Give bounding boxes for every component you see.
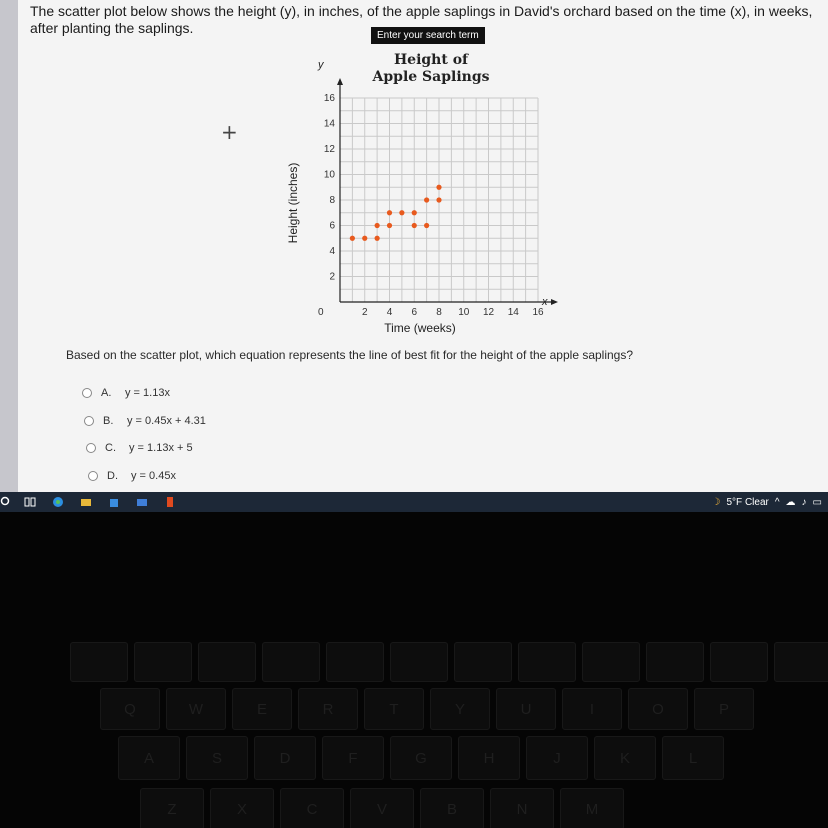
x-tick-label: 2 — [361, 307, 368, 318]
y-tick-label: 14 — [323, 118, 335, 130]
chart-axes — [337, 78, 558, 305]
system-tray — [712, 492, 822, 512]
y-tick-label: 2 — [329, 271, 335, 283]
y-tick-label: 12 — [323, 144, 335, 155]
search-icon[interactable] — [0, 496, 12, 508]
keyboard-key-x: X — [210, 788, 274, 828]
choice-letter: A. — [101, 387, 112, 399]
keyboard-key-o: O — [628, 688, 688, 730]
battery-icon[interactable]: ▭ — [812, 496, 822, 508]
keyboard-key — [70, 642, 128, 682]
data-point — [399, 210, 404, 215]
keyboard-key-b: B — [420, 788, 484, 828]
y-axis-arrow-icon — [337, 78, 343, 85]
keyboard-key-h: H — [458, 736, 520, 780]
y-tick-label: 4 — [329, 246, 335, 257]
data-point — [375, 236, 380, 241]
choice-a[interactable] — [82, 385, 170, 401]
network-icon[interactable]: ☁ — [785, 496, 796, 508]
keyboard-key-p: P — [694, 688, 754, 730]
choice-text: y = 0.45x + 4.31 — [127, 415, 206, 427]
keyboard-key-l: L — [662, 736, 724, 780]
y-axis-label: Height (inches) — [286, 162, 300, 244]
keyboard-key — [262, 642, 320, 682]
keyboard-key — [390, 642, 448, 682]
keyboard-key-d: D — [254, 736, 316, 780]
keyboard-key — [710, 642, 768, 682]
keyboard-key — [646, 642, 704, 682]
keyboard-key-j: J — [526, 736, 588, 780]
data-point — [412, 210, 417, 215]
radio-button[interactable] — [86, 443, 96, 453]
radio-button[interactable] — [82, 388, 92, 398]
keyboard-key-m: M — [560, 788, 624, 828]
choice-text: y = 1.13x — [125, 387, 170, 399]
keyboard-key — [134, 642, 192, 682]
weather-text[interactable]: 5°F Clear — [726, 496, 769, 508]
choice-d[interactable] — [88, 468, 176, 484]
mail-icon[interactable] — [136, 496, 148, 508]
choice-text: y = 0.45x — [131, 470, 176, 482]
chart-tick-labels — [324, 93, 544, 318]
keyboard-key-u: U — [496, 688, 556, 730]
left-sidebar-strip — [0, 0, 18, 492]
choice-letter: D. — [107, 470, 118, 482]
data-point — [436, 185, 441, 190]
keyboard-key — [454, 642, 512, 682]
x-tick-label: 6 — [411, 307, 418, 318]
chevron-up-icon[interactable]: ^ — [774, 496, 780, 508]
keyboard-key-g: G — [390, 736, 452, 780]
x-axis-letter: x — [542, 296, 548, 308]
keyboard-key-y: Y — [430, 688, 490, 730]
data-point — [387, 210, 392, 215]
data-point — [350, 236, 355, 241]
weather-moon-icon[interactable]: ☽ — [711, 496, 721, 508]
keyboard-key-k: K — [594, 736, 656, 780]
keyboard-key — [774, 642, 828, 682]
speaker-icon[interactable]: ♪ — [801, 496, 807, 508]
windows-taskbar — [0, 492, 828, 512]
data-point — [412, 223, 417, 228]
choice-letter: B. — [103, 415, 114, 427]
task-view-icon[interactable] — [24, 496, 36, 508]
y-tick-label: 10 — [323, 169, 335, 181]
keyboard-key-t: T — [364, 688, 424, 730]
x-tick-label: 14 — [507, 307, 519, 318]
radio-button[interactable] — [84, 416, 94, 426]
keyboard-key-r: R — [298, 688, 358, 730]
question-text: The scatter plot below shows the height (y), in inches, of the apple saplings in David's orchard based on the time (x), in weeks, after planting the saplings. — [30, 3, 813, 36]
y-axis-letter: y — [318, 59, 324, 71]
choice-c[interactable] — [86, 440, 193, 456]
x-axis-label: Time (weeks) — [384, 321, 456, 335]
keyboard-key-z: Z — [140, 788, 204, 828]
question-panel — [18, 0, 828, 492]
file-explorer-icon[interactable] — [80, 496, 92, 508]
keyboard-key — [326, 642, 384, 682]
y-tick-label: 6 — [329, 220, 335, 232]
choice-letter: C. — [105, 442, 116, 454]
browser-icon[interactable] — [52, 496, 64, 508]
crosshair-cursor-icon: + — [221, 120, 238, 144]
origin-label: 0 — [318, 307, 324, 318]
data-point — [436, 197, 441, 202]
keyboard-key — [198, 642, 256, 682]
y-tick-label: 16 — [323, 93, 335, 104]
keyboard-key — [518, 642, 576, 682]
x-tick-label: 12 — [482, 307, 495, 318]
keyboard-key-n: N — [490, 788, 554, 828]
office-icon[interactable] — [164, 496, 176, 508]
choice-text: y = 1.13x + 5 — [129, 442, 193, 454]
answer-prompt: Based on the scatter plot, which equation represents the line of best fit for the height of the apple saplings? — [66, 348, 634, 362]
data-point — [375, 223, 380, 228]
keyboard-key-s: S — [186, 736, 248, 780]
choice-b[interactable] — [84, 413, 206, 429]
x-tick-label: 10 — [458, 307, 470, 318]
scatter-plot — [18, 0, 828, 340]
radio-button[interactable] — [88, 471, 98, 481]
x-axis-arrow-icon — [551, 299, 558, 305]
keyboard-key — [582, 642, 640, 682]
x-tick-label: 16 — [532, 307, 544, 318]
store-icon[interactable] — [108, 496, 120, 508]
x-tick-label: 8 — [436, 307, 442, 318]
keyboard-key-v: V — [350, 788, 414, 828]
search-tooltip: Enter your search term — [371, 27, 485, 44]
data-point — [387, 223, 392, 228]
keyboard-key-w: W — [166, 688, 226, 730]
keyboard-key-e: E — [232, 688, 292, 730]
laptop-keyboard — [0, 512, 828, 828]
y-tick-label: 8 — [329, 195, 335, 206]
x-tick-label: 4 — [386, 307, 393, 318]
data-point — [362, 236, 367, 241]
chart-title: Height of — [393, 52, 469, 68]
data-point — [424, 197, 429, 202]
keyboard-key-i: I — [562, 688, 622, 730]
keyboard-key-a: A — [118, 736, 180, 780]
keyboard-key-f: F — [322, 736, 384, 780]
chart-title-line-2: Apple Saplings — [372, 69, 490, 85]
keyboard-key-q: Q — [100, 688, 160, 730]
keyboard-key-c: C — [280, 788, 344, 828]
data-point — [424, 223, 429, 228]
